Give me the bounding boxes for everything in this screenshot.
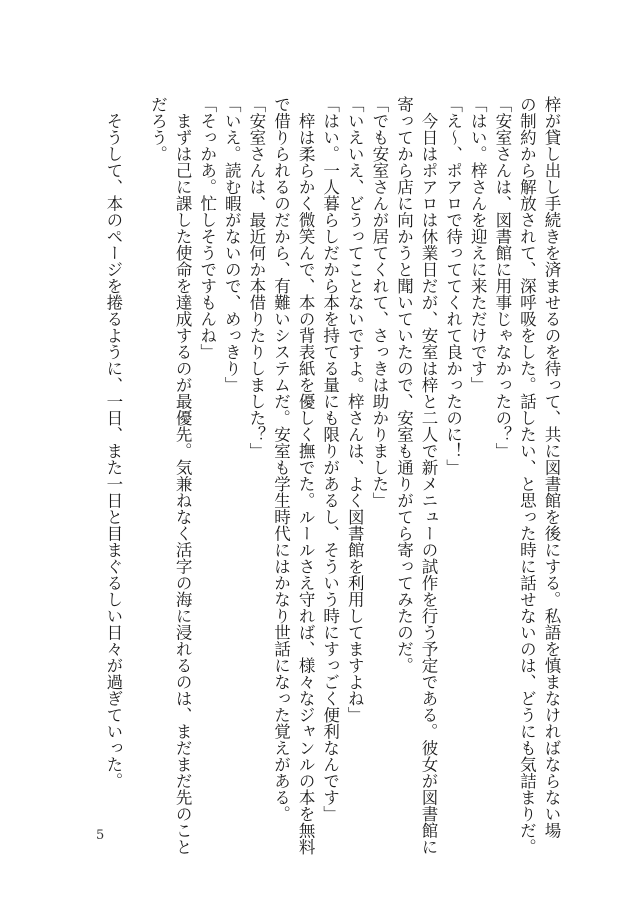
text-line-14: 「いえ。読む暇がないので、めっきり」 — [222, 96, 242, 393]
text-line-5: 「え〜、ポアロで待っててくれて良かったのに！」 — [443, 96, 463, 476]
text-line-18: そうして、本のページを捲るように、一日、また一日と目まぐるしい日々が過ぎていった。 — [103, 96, 123, 789]
text-line-7: 寄ってから店に向かうと聞いていたので、安室も通りがてら寄ってみたのだ。 — [394, 96, 414, 674]
paragraph-gap — [125, 96, 145, 852]
text-line-1: 梓が貸し出し手続きを済ませるのを待って、共に図書館を後にする。私語を慎まなければならない場 — [542, 96, 561, 839]
text-line-16: まずは己に課した使命を達成するのが最優先。気兼ねなく活字の海に浸れるのは、まだまだ先のこと — [173, 96, 193, 855]
text-line-13: 「安室さんは、最近何か本借りたりしました？」 — [246, 96, 266, 459]
text-line-6: 今日はポアロは休業日だが、安室は梓と二人で新メニューの試作を行う予定である。彼女が図書館に — [419, 96, 439, 855]
text-line-17: だろう。 — [148, 96, 168, 162]
text-line-12: で借りられるのだから、有難いシステムだ。安室も学生時代にはかなり世話になった覚えがある。 — [271, 96, 291, 822]
vertical-text-body — [100, 96, 563, 855]
text-line-4: 「はい。梓さんを迎えに来ただけです」 — [468, 96, 488, 393]
text-line-3: 「安室さんは、図書館に用事じゃなかったの？」 — [492, 96, 512, 459]
text-line-10: 「はい。一人暮らしだから本を持てる量にも限りがあるし、そういう時にすっごく便利なんです」 — [320, 96, 340, 822]
text-line-8: 「でも安室さんが居てくれて、さっきは助かりました」 — [369, 96, 389, 509]
text-line-9: 「いえいえ、どうってことないですよ。梓さんは、よく図書館を利用してますよね」 — [345, 96, 365, 723]
text-line-2: の制約から解放されて、深呼吸をした。話したい、と思った時に話せないのは、どうにも気詰まりだ。 — [517, 96, 537, 855]
page-number: 5 — [96, 828, 105, 843]
text-line-11: 梓は柔らかく微笑んで、本の背表紙を優しく撫でた。ルールさえ守れば、様々なジャンルの本を無料 — [296, 96, 316, 855]
text-line-15: 「そっかあ。忙しそうですもんね」 — [197, 96, 217, 360]
